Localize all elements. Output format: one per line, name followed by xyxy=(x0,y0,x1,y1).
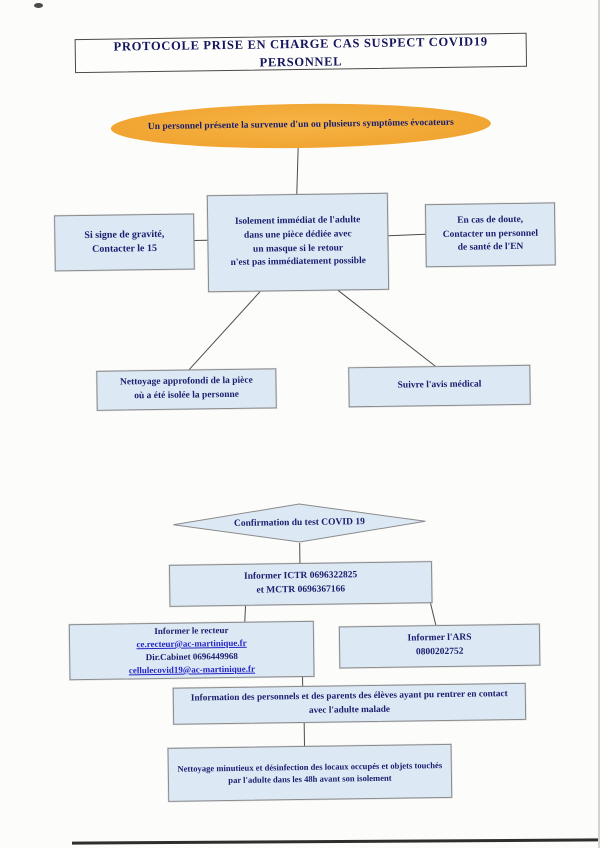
inform-rector-heading: Informer le recteur xyxy=(154,625,229,637)
page-title: PROTOCOLE PRISE EN CHARGE CAS SUSPECT COVID19 PERSONNEL xyxy=(75,33,527,73)
rector-email-link[interactable]: ce.recteur@ac-martinique.fr xyxy=(136,637,247,650)
inform-ictr-mctr-box: Informer ICTR 0696322825 et MCTR 0696367166 xyxy=(169,561,433,607)
inform-ars-box: Informer l'ARS 0800202752 xyxy=(339,624,541,669)
scan-artifact-corner-mark xyxy=(34,3,43,8)
symptoms-ellipse: Un personnel présente la survenue d'un ou plusieurs symptômes évocateurs xyxy=(111,101,492,150)
immediate-isolation-box: Isolement immédiat de l'adulte dans une pièce dédiée avec un masque si le retour n'est pas immédiatement possible xyxy=(207,193,389,293)
cabinet-phone: Dir.Cabinet 0696449968 xyxy=(145,650,238,663)
diamond-label: Confirmation du test COVID 19 xyxy=(233,517,365,529)
covid-test-confirmation-diamond xyxy=(171,501,428,545)
staff-parents-information-box: Information des personnels et des parents des élèves ayant pu rentrer en contact avec l'adulte malade xyxy=(173,683,526,725)
room-cleaning-box: Nettoyage approfondi de la pièce où a été isolée la personne xyxy=(96,368,277,411)
covid-cell-email-link[interactable]: cellulecovid19@ac-martinique.fr xyxy=(128,663,256,676)
final-cleaning-disinfection-box: Nettoyage minutieux et désinfection des locaux occupés et objets touchés par l'adulte dans les 48h avant son isolement xyxy=(168,744,453,802)
inform-rector-box xyxy=(69,621,315,680)
in-case-of-doubt-box: En cas de doute, Contacter un personnel de santé de l'EN xyxy=(425,202,556,267)
medical-advice-box: Suivre l'avis médical xyxy=(348,365,531,408)
severity-contact-15-box: Si signe de gravité, Contacter le 15 xyxy=(54,213,195,271)
